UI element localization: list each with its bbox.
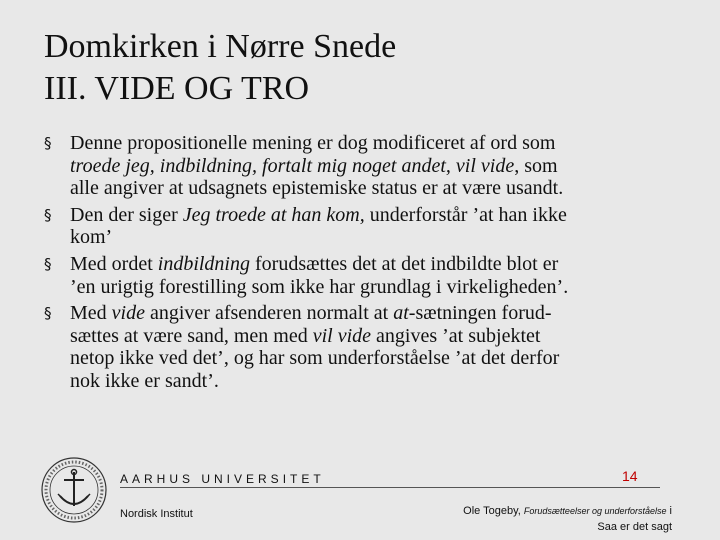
title-line-1: Domkirken i Nørre Snede <box>44 28 397 65</box>
bullet-text: underforstår ’at han ikke <box>364 203 567 226</box>
bullet-marker: § <box>44 304 52 323</box>
bullet-text: alle angiver at udsagnets epistemiske status er at være usandt. <box>70 177 564 200</box>
bullet-item <box>44 132 684 200</box>
bullet-item <box>44 204 684 249</box>
bullet-list <box>44 132 684 397</box>
footer-credit <box>463 503 672 535</box>
bullet-text: ’en urigtig forestilling som ikke har grundlag i virkeligheden’. <box>70 275 569 298</box>
bullet-italic-text: Jeg troede at han kom, <box>182 203 365 226</box>
bullet-text: Med ordet <box>70 252 158 275</box>
university-name: AARHUS UNIVERSITET <box>120 472 325 486</box>
bullet-italic-text: troede jeg, indbildning, fortalt mig noget andet, vil vide <box>70 154 515 177</box>
bullet-text: Med <box>70 302 112 325</box>
work-title-line-2: Saa er det sagt <box>597 521 672 533</box>
bullet-item <box>44 253 684 298</box>
footer-divider <box>120 487 660 488</box>
bullet-text: -sætningen forud- <box>408 302 552 325</box>
bullet-text: angives ’at subjektet <box>371 324 541 347</box>
bullet-text: netop ikke ved det’, og har som underforståelse ’at det derfor <box>70 347 560 370</box>
bullet-text: angiver afsenderen normalt at <box>144 302 394 325</box>
title-line-2: III. VIDE OG TRO <box>44 70 310 107</box>
bullet-text: Denne propositionelle mening er dog modificeret af ord som <box>70 132 556 154</box>
bullet-marker: § <box>44 134 52 152</box>
bullet-text: kom’ <box>70 226 113 249</box>
work-title: Forudsætteelser og underforståelse <box>523 506 667 516</box>
author-name: Ole Togeby, <box>463 505 524 517</box>
bullet-item <box>44 302 684 392</box>
bullet-marker: § <box>44 254 52 273</box>
bullet-italic-text: indbildning <box>157 252 250 275</box>
institute-name: Nordisk Institut <box>120 508 193 520</box>
bullet-italic-text: vide <box>111 302 145 325</box>
bullet-italic-text: at <box>393 302 409 325</box>
bullet-text: nok ikke er sandt’. <box>70 369 219 392</box>
slide-title <box>44 26 396 110</box>
bullet-text: forudsættes det at det indbildte blot er <box>250 252 559 275</box>
work-title-suffix: i <box>666 505 672 517</box>
bullet-italic-text: vil vide <box>312 324 372 347</box>
bullet-text: , som <box>514 154 558 177</box>
page-number: 14 <box>622 468 638 484</box>
university-seal-icon <box>40 456 108 524</box>
bullet-marker: § <box>44 205 52 224</box>
bullet-text: Den der siger <box>70 203 183 226</box>
bullet-text: sættes at være sand, men med <box>70 324 313 347</box>
